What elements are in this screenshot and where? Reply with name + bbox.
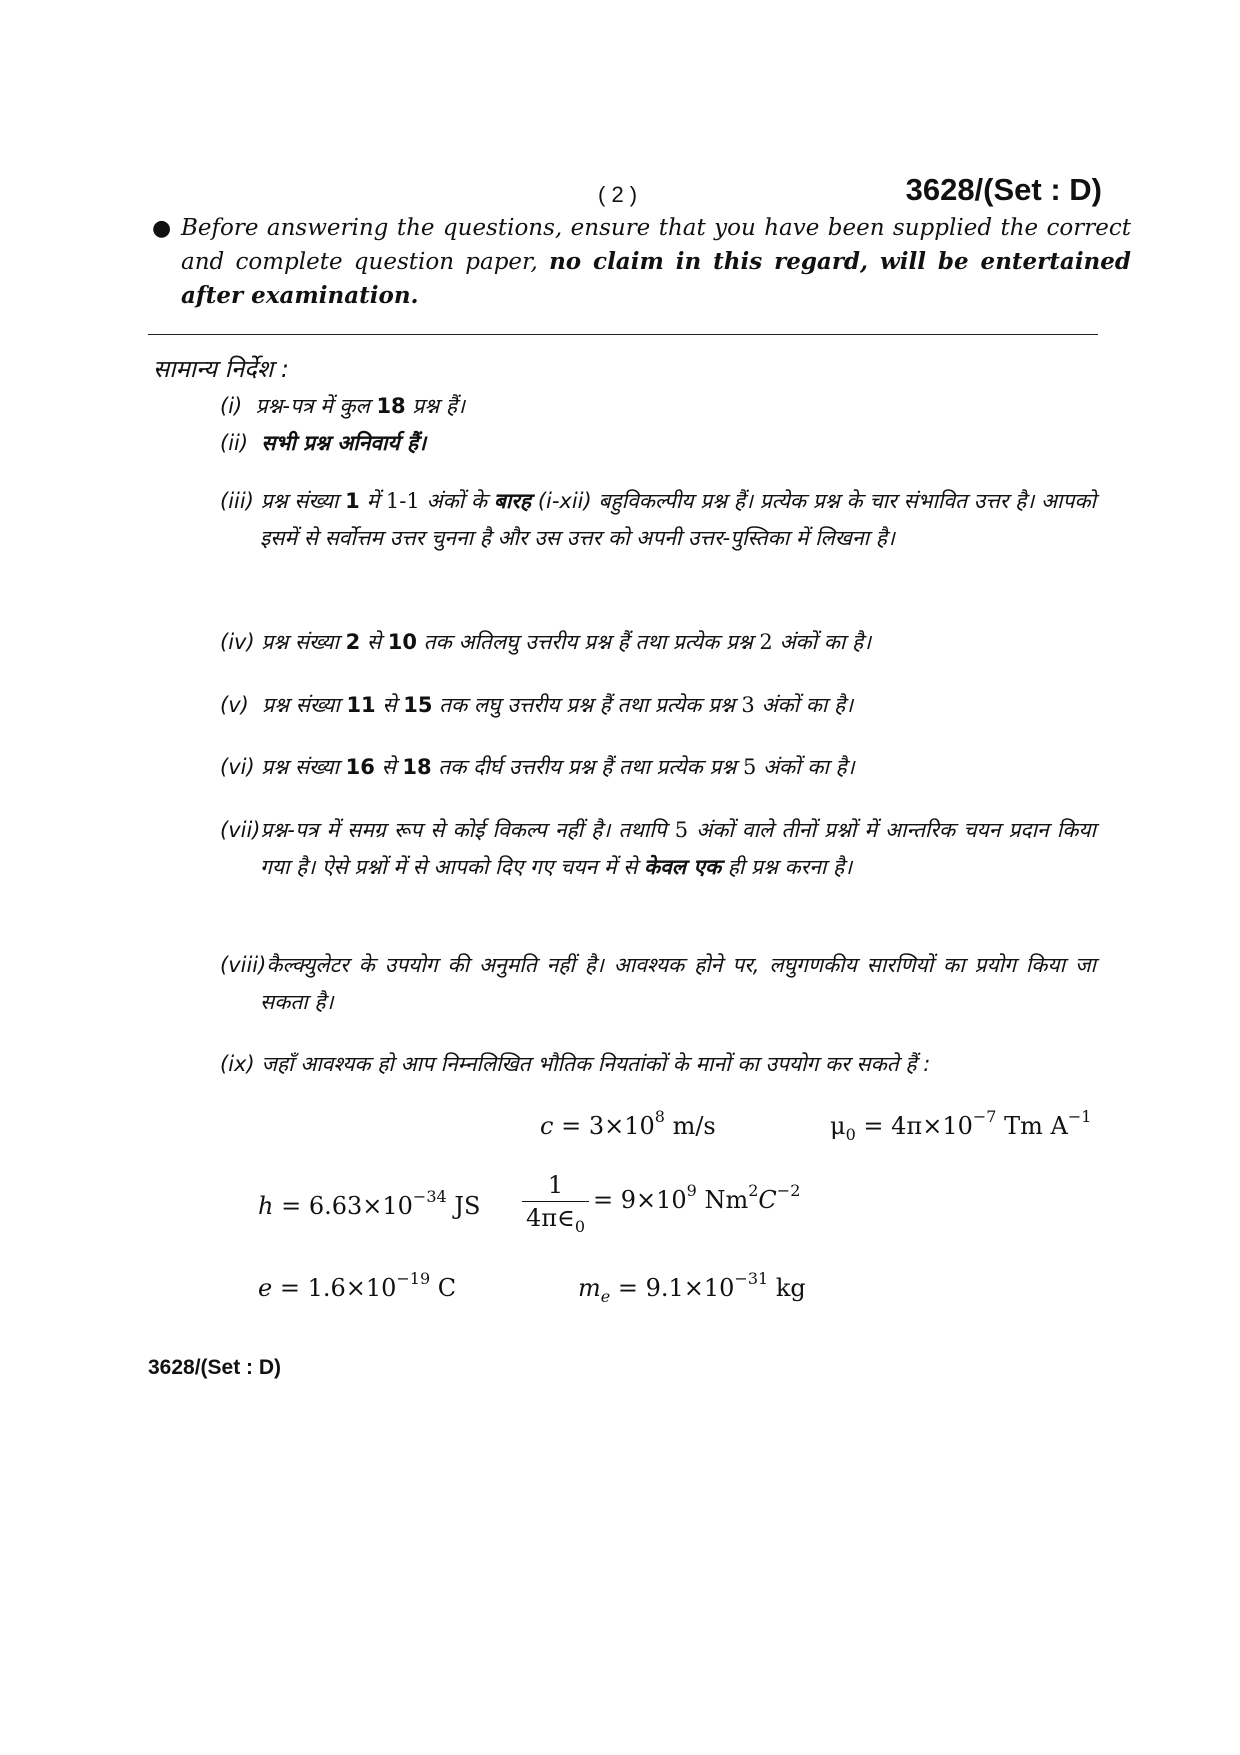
- constant-unit: kg: [768, 1274, 806, 1302]
- constant-unit-exponent: −1: [1067, 1107, 1092, 1126]
- instruction-i: [220, 388, 1096, 425]
- constant-symbol: m: [578, 1274, 601, 1302]
- instruction-label: (iv): [220, 630, 255, 654]
- constant-subscript: e: [600, 1287, 611, 1306]
- constant-planck: [258, 1187, 481, 1220]
- constant-value: = 9×10: [593, 1186, 687, 1214]
- instruction-label: (ix): [220, 1052, 255, 1076]
- instruction-v: [220, 687, 1096, 724]
- constant-exponent: 8: [654, 1107, 665, 1126]
- instruction-label: (iii): [220, 489, 254, 513]
- constant-exponent: −31: [734, 1269, 769, 1288]
- constant-unit: JS: [446, 1192, 481, 1220]
- instruction-number: 3: [741, 693, 755, 717]
- constant-speed-of-light: [540, 1107, 716, 1140]
- instruction-text: जहाँ आवश्यक हो आप निम्नलिखित भौतिक नियतांकों के मानों का उपयोग कर सकते हैं :: [261, 1052, 931, 1076]
- constant-symbol: e: [258, 1274, 273, 1302]
- divider-line: [148, 334, 1098, 335]
- instruction-ii: [220, 425, 1096, 462]
- instruction-text: अंकों वाले तीनों प्रश्नों में आन्तरिक चयन प्रदान किया गया है। ऐसे प्रश्नों में से आपको दिए गए चयन में से: [260, 818, 1096, 879]
- instruction-number: 1: [345, 489, 360, 513]
- constant-symbol: c: [540, 1112, 554, 1140]
- instruction-number: 5: [674, 818, 689, 842]
- instruction-number: 11: [346, 693, 376, 717]
- instruction-label: (viii): [220, 953, 267, 977]
- paper-code-footer: 3628/(Set : D): [148, 1356, 282, 1379]
- instruction-number: 1-1: [385, 489, 420, 513]
- instruction-label: (v): [220, 693, 249, 717]
- instruction-label: (i): [220, 394, 243, 418]
- instruction-iii: [220, 483, 1096, 557]
- fraction-denominator: [522, 1202, 589, 1236]
- instruction-number: 15: [403, 693, 433, 717]
- instruction-text: अंकों के: [419, 489, 494, 513]
- instruction-text: से: [360, 630, 388, 654]
- instruction-text: प्रश्न हैं।: [405, 394, 465, 418]
- notice-paragraph: [148, 212, 1131, 313]
- instruction-label: (vii): [220, 818, 261, 842]
- notice-bold-text: no claim in this regard, will be entertained after examination.: [181, 248, 1131, 309]
- constant-coulomb: [522, 1171, 801, 1236]
- instruction-ix: [220, 1046, 1096, 1083]
- constant-subscript: 0: [845, 1125, 856, 1144]
- instruction-viii: [220, 947, 1096, 1021]
- fraction-numerator: 1: [522, 1171, 589, 1202]
- instruction-text: से: [375, 693, 404, 717]
- paper-code-header: 3628/(Set : D): [905, 172, 1102, 207]
- constant-unit: m/s: [664, 1112, 716, 1140]
- instruction-vii: [220, 812, 1096, 886]
- instruction-text: प्रश्न संख्या: [261, 755, 346, 779]
- constant-exponent: −7: [972, 1107, 997, 1126]
- instruction-iv: [220, 624, 1096, 661]
- instruction-number: 2: [759, 630, 773, 654]
- constant-value: = 6.63×10: [273, 1192, 413, 1220]
- fraction: [522, 1171, 589, 1236]
- instruction-text: अंकों का है।: [756, 755, 855, 779]
- constant-symbol: μ: [830, 1112, 846, 1140]
- constant-electron-mass: [578, 1269, 806, 1306]
- denominator-text: 4π∈: [526, 1204, 575, 1232]
- constant-exponent: −19: [396, 1269, 431, 1288]
- denominator-subscript: 0: [574, 1217, 585, 1236]
- constant-symbol: h: [258, 1192, 274, 1220]
- instruction-text: प्रश्न-पत्र में कुल: [255, 394, 377, 418]
- instruction-text: में: [359, 489, 386, 513]
- instruction-bold-text: बारह: [493, 489, 532, 513]
- instruction-text: से: [374, 755, 403, 779]
- bullet-icon: ●: [152, 216, 172, 241]
- instruction-text: कैल्क्युलेटर के उपयोग की अनुमति नहीं है। आवश्यक होने पर, लघुगणकीय सारणियों का प्रयोग किया जा सकता है।: [260, 953, 1096, 1014]
- instruction-text: प्रश्न संख्या: [261, 630, 346, 654]
- instruction-label: (vi): [220, 755, 255, 779]
- instruction-number: 5: [742, 755, 757, 779]
- instruction-text: अंकों का है।: [754, 693, 854, 717]
- constant-exponent: −34: [412, 1187, 447, 1206]
- constant-electron-charge: [258, 1269, 457, 1302]
- general-instructions-heading: सामान्य निर्देश :: [153, 355, 289, 383]
- instruction-number: 18: [376, 394, 406, 418]
- constant-unit: Nm: [696, 1186, 749, 1214]
- instruction-number: 2: [345, 630, 361, 654]
- constant-value: = 3×10: [553, 1112, 655, 1140]
- instruction-text: प्रश्न संख्या: [260, 489, 346, 513]
- instruction-number: 16: [345, 755, 375, 779]
- instruction-text: तक दीर्घ उत्तरीय प्रश्न हैं तथा प्रत्येक प्रश्न: [431, 755, 743, 779]
- constant-permeability: [830, 1107, 1092, 1144]
- instruction-number: 10: [387, 630, 417, 654]
- instruction-label: (ii): [220, 431, 249, 455]
- instruction-number: 18: [402, 755, 432, 779]
- instruction-text: तक लघु उत्तरीय प्रश्न हैं तथा प्रत्येक प्रश्न: [432, 693, 742, 717]
- constant-unit-exponent: 2: [748, 1181, 759, 1200]
- page-number: ( 2 ): [598, 182, 638, 207]
- constant-value: = 1.6×10: [272, 1274, 397, 1302]
- notice-text: Before answering the questions, ensure that you have been supplied the correct and complete question paper,: [181, 215, 1131, 275]
- instruction-text: प्रश्न संख्या: [262, 693, 347, 717]
- instruction-vi: [220, 749, 1096, 786]
- instruction-text: (i-xii) बहुविकल्पीय प्रश्न हैं। प्रत्येक प्रश्न के चार संभावित उत्तर है। आपको इसमें से सर्वोत्तम उत्तर चुनना है और उस उत्तर को अपनी उत्तर-पुस्तिका में लिखना है।: [260, 489, 1096, 550]
- instruction-text: ही प्रश्न करना है।: [721, 855, 853, 879]
- instruction-bold-text: केवल एक: [643, 855, 722, 879]
- instruction-text: अंकों का है।: [772, 630, 872, 654]
- constant-value: = 4π×10: [855, 1112, 973, 1140]
- instruction-text: तक अतिलघु उत्तरीय प्रश्न हैं तथा प्रत्येक प्रश्न: [417, 630, 760, 654]
- instruction-text: प्रश्न-पत्र में समग्र रूप से कोई विकल्प नहीं है। तथापि: [260, 818, 675, 842]
- constant-unit: C: [430, 1274, 457, 1302]
- constant-unit-exponent: −2: [776, 1181, 801, 1200]
- constant-exponent: 9: [686, 1181, 697, 1200]
- constant-value: = 9.1×10: [610, 1274, 735, 1302]
- constant-unit: Tm A: [996, 1112, 1068, 1140]
- instruction-bold-text: सभी प्रश्न अनिवार्य हैं।: [261, 431, 427, 455]
- constant-unit: C: [758, 1186, 777, 1214]
